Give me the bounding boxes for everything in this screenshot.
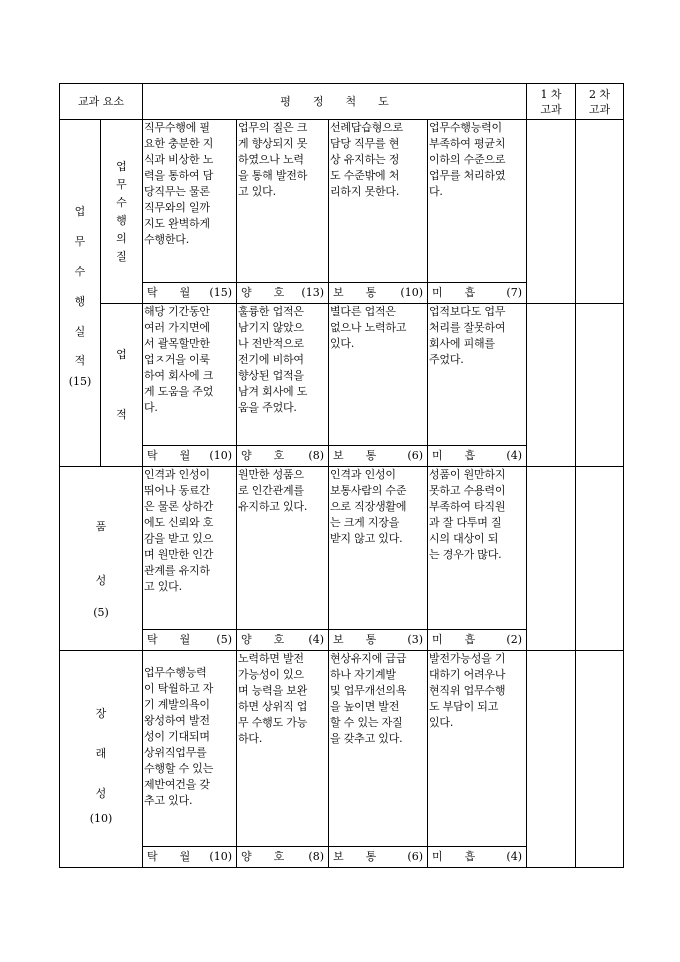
achievement-second-review-cell[interactable] (576, 304, 624, 467)
character-desc-poor: 성품이 원만하지 못하고 수용력이 부족하여 타직원 과 잘 다투며 질 시의 대상이 되 는 경우가 많다. (428, 467, 527, 630)
quality-second-review-cell[interactable] (576, 120, 624, 304)
future-desc-excellent: 업무수행능력 이 탁월하고 자 기 계발의욕이 왕성하여 발전 성이 기대되며 상위직업무를 수행할 수 있는 제반여건을 갖 추고 있다. (143, 651, 237, 847)
achievement-grade-good: 양 호 (8) (237, 446, 329, 467)
achievement-grade-excellent: 탁 월 (10) (143, 446, 237, 467)
future-desc-row (60, 651, 624, 847)
future-grade-average: 보 통 (6) (329, 847, 428, 868)
future-desc-good: 노력하면 발전 가능성이 있으 며 능력을 보완 하면 상위직 업 무 수행도 가능 하다. (237, 651, 329, 847)
future-second-review-cell[interactable] (576, 651, 624, 868)
achievement-desc-excellent: 해당 기간동안 여러 가지면에 서 괄목할만한 업ㅈ거을 이룩 하여 회사에 크 게 도움을 주었 다. (143, 304, 237, 446)
quality-grade-average: 보 통 (10) (329, 283, 428, 304)
future-desc-poor: 발전가능성을 기 대하기 어려우나 현직위 업무수행 도 부담이 되고 있다. (428, 651, 527, 847)
first-review-header (527, 84, 576, 120)
first-review-line1: 1 차 (540, 87, 562, 101)
achievement-desc-poor: 업적보다도 업무 처리를 잘못하여 회사에 피해를 주었다. (428, 304, 527, 446)
character-desc-good: 원만한 성품으 로 인간관계를 유지하고 있다. (237, 467, 329, 630)
quality-first-review-cell[interactable] (527, 120, 576, 304)
future-category: 장 래 성 (10) (60, 651, 143, 868)
quality-grade-excellent: 탁 월 (15) (143, 283, 237, 304)
second-review-line2: 고과 (588, 102, 611, 116)
achievement-first-review-cell[interactable] (527, 304, 576, 467)
quality-desc-row (60, 120, 624, 283)
quality-grade-good: 양 호 (13) (237, 283, 329, 304)
evaluation-table (59, 83, 624, 868)
character-grade-good: 양 호 (4) (237, 630, 329, 651)
character-desc-row (60, 467, 624, 630)
achievement-grade-average: 보 통 (6) (329, 446, 428, 467)
future-grade-poor: 미 흡 (4) (428, 847, 527, 868)
second-review-line1: 2 차 (588, 87, 611, 101)
quality-desc-average: 선례답습형으로 담당 직무를 현 상 유지하는 정 도 수준밖에 처 리하지 못한다. (329, 120, 428, 283)
header-row (60, 84, 624, 120)
scale-header: 평 정 척 도 (143, 84, 527, 120)
achievement-desc-row (60, 304, 624, 446)
achievement-grade-poor: 미 흡 (4) (428, 446, 527, 467)
future-desc-average: 현상유지에 급급 하나 자기계발 및 업무개선의욕 을 높이면 발전 할 수 있는 자질 을 갖추고 있다. (329, 651, 428, 847)
quality-desc-good: 업무의 질은 크 게 향상되지 못 하였으나 노력 을 통해 발전하 고 있다. (237, 120, 329, 283)
character-grade-average: 보 통 (3) (329, 630, 428, 651)
achievement-desc-good: 훌륭한 업적은 남기지 않았으 나 전반적으로 전기에 비하여 향상된 업적을 남겨 회사에 도 움을 주었다. (237, 304, 329, 446)
performance-category: 업 무 수 행 실 적 (15) (60, 120, 101, 467)
character-second-review-cell[interactable] (576, 467, 624, 651)
future-first-review-cell[interactable] (527, 651, 576, 868)
second-review-header (576, 84, 624, 120)
achievement-subcategory: 업 적 (101, 304, 143, 467)
quality-desc-poor: 업무수행능력이 부족하여 평균치 이하의 수준으로 업무를 처리하였 다. (428, 120, 527, 283)
achievement-desc-average: 별다른 업적은 없으나 노력하고 있다. (329, 304, 428, 446)
first-review-line2: 고과 (540, 102, 562, 116)
quality-grade-poor: 미 흡 (7) (428, 283, 527, 304)
quality-desc-excellent: 직무수행에 필 요한 충분한 지 식과 비상한 노 력을 통하여 담 당직무는 물론 직무와의 일까 지도 완벽하게 수행한다. (143, 120, 237, 283)
factor-header: 교과 요소 (60, 84, 143, 120)
character-desc-excellent: 인격과 인성이 뛰어나 동료간 은 물론 상하간 에도 신뢰와 호 감을 받고 있으 며 원만한 인간 관계를 유지하 고 있다. (143, 467, 237, 630)
character-desc-average: 인격과 인성이 보통사람의 수준 으로 직장생활에 는 크게 지장을 받지 않고 있다. (329, 467, 428, 630)
character-category: 품 성 (5) (60, 467, 143, 651)
quality-subcategory: 업 무 수 행 의 질 (101, 120, 143, 304)
future-grade-excellent: 탁 월 (10) (143, 847, 237, 868)
future-grade-good: 양 호 (8) (237, 847, 329, 868)
character-first-review-cell[interactable] (527, 467, 576, 651)
character-grade-excellent: 탁 월 (5) (143, 630, 237, 651)
character-grade-poor: 미 흡 (2) (428, 630, 527, 651)
